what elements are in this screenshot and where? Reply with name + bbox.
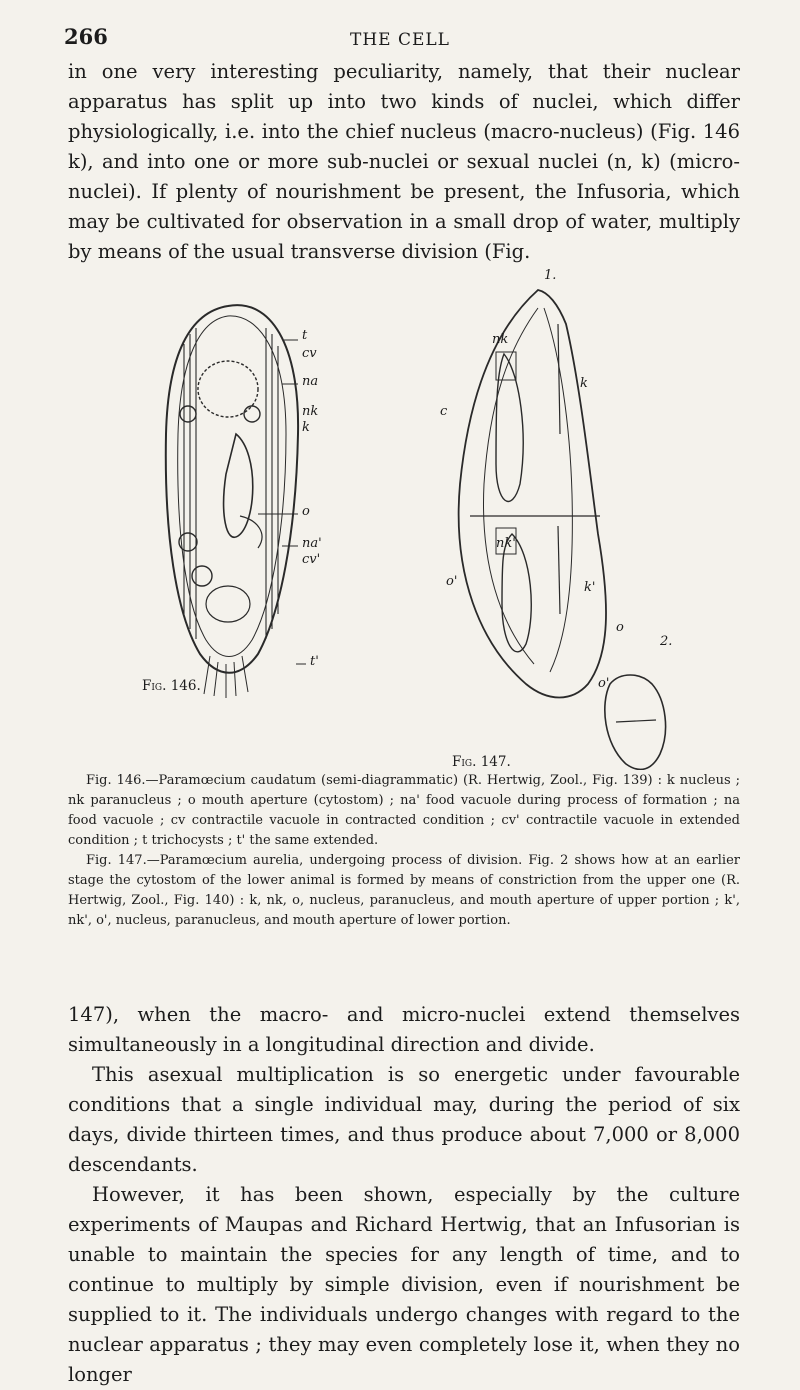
- fig-146-letter-o: o: [302, 504, 310, 519]
- body-paragraph-continuation: 147), when the macro- and micro-nuclei extend themselves simultaneously in a longitudinal direction and divide.: [68, 1003, 740, 1056]
- body-text-top: in one very interesting peculiarity, namely, that their nuclear apparatus has split up into two kinds of nuclei, which differ physiologically, i.e. into the chief nucleus (macro-nucleus) (Fig. 146 k), and into one or more sub-nuclei or sexual nuclei (n, k) (micro-nuclei). If plenty of nourishment be present, the Infusoria, which may be cultivated for observation in a small drop of water, multiply by means of the usual transverse division (Fig.: [68, 60, 740, 263]
- body-text-bottom: [68, 1000, 740, 1390]
- running-head: THE CELL: [350, 30, 450, 50]
- fig-146-letter-na: na: [302, 374, 319, 389]
- fig-147-letter-o-prime: o': [446, 574, 458, 589]
- fig-147-letter-nk-prime: nk': [496, 536, 516, 551]
- fig-146-letter-t: t: [302, 328, 308, 343]
- fig-147-letter-k: k: [580, 376, 588, 391]
- fig-146-letter-cv-prime: cv': [302, 552, 321, 567]
- fig-146-letter-k: k: [302, 420, 310, 435]
- fig-147-letter-o: o: [616, 620, 624, 635]
- fig-147-number-1: 1.: [544, 268, 557, 283]
- page-number: 266: [64, 24, 108, 49]
- fig-147-label: Fig. 147.: [452, 754, 511, 770]
- fig-147-number-2: 2.: [660, 634, 673, 649]
- fig-146-illustration: [140, 284, 760, 770]
- fig-146-letter-cv: cv: [302, 346, 317, 361]
- fig-147-letter-k-prime: k': [584, 580, 596, 595]
- fig-147-letter-o-prime-2: o': [598, 676, 610, 691]
- caption-fig-146: Fig. 146.—Paramœcium caudatum (semi-diagrammatic) (R. Hertwig, Zool., Fig. 139) : k nucleus ; nk paranucleus ; o mouth aperture (cytostom) ; na' food vacuole during process of formation ; na food vacuole ; cv contractile vacuole in contracted condition ; cv' contractile vacuole in extended condition ; t trichocysts ; t' the same extended.: [68, 773, 740, 848]
- body-paragraph-3: However, it has been shown, especially by the culture experiments of Maupas and Richard Hertwig, that an Infusorian is unable to maintain the species for any length of time, and to continue to multiply by simple division, even if nourishment be supplied to it. The individuals undergo changes with regard to the nuclear apparatus ; they may even completely lose it, when they no longer: [68, 1183, 740, 1386]
- fig-146-letter-na-prime: na': [302, 536, 322, 551]
- figure-area: [140, 268, 760, 770]
- fig-146-letter-t-prime: t': [310, 654, 319, 669]
- fig-146-letter-nk: nk: [302, 404, 319, 419]
- fig-147-letter-c: c: [440, 404, 448, 419]
- caption-fig-147: Fig. 147.—Paramœcium aurelia, undergoing process of division. Fig. 2 shows how at an earlier stage the cytostom of the lower animal is formed by means of constriction from the upper one (R. Hertwig, Zool., Fig. 140) : k, nk, o, nucleus, paranucleus, and mouth aperture of upper portion ; k', nk', o', nucleus, paranucleus, and mouth aperture of lower portion.: [68, 853, 740, 928]
- body-paragraph-2: This asexual multiplication is so energetic under favourable conditions that a single individual may, during the period of six days, divide thirteen times, and thus produce about 7,000 or 8,000 descendants.: [68, 1063, 740, 1176]
- fig-147-letter-nk: nk: [492, 332, 509, 347]
- figure-caption: [68, 771, 740, 931]
- fig-146-label: Fig. 146.: [142, 678, 201, 694]
